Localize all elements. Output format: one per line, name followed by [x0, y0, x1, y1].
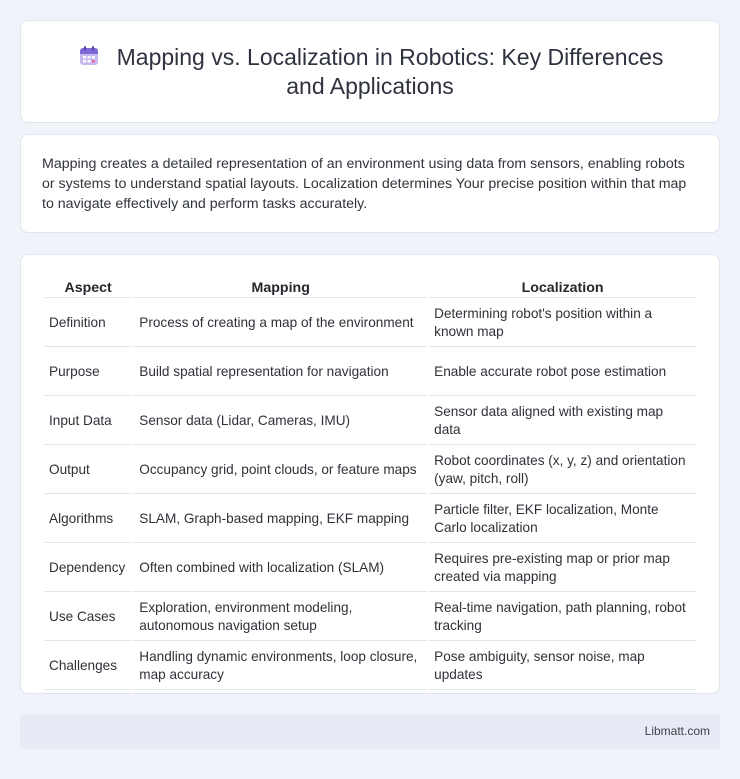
page-title: Mapping vs. Localization in Robotics: Key Differences and Applications [116, 44, 664, 99]
cell-localization: Real-time navigation, path planning, robot tracking [429, 592, 696, 641]
cell-localization: Sensor data aligned with existing map data [429, 396, 696, 445]
cell-mapping: Process of creating a map of the environment [134, 298, 427, 347]
table-row [44, 592, 696, 641]
cell-localization: Robot coordinates (x, y, z) and orientation (yaw, pitch, roll) [429, 445, 696, 494]
table-row [44, 298, 696, 347]
header-localization: Localization [429, 275, 696, 298]
cell-aspect: Algorithms [44, 494, 132, 543]
table-row [44, 494, 696, 543]
table-row [44, 347, 696, 396]
cell-mapping: SLAM, Graph-based mapping, EKF mapping [134, 494, 427, 543]
comparison-table [42, 275, 698, 690]
calendar-icon [77, 44, 101, 68]
cell-aspect: Challenges [44, 641, 132, 690]
footer [20, 714, 720, 749]
cell-mapping: Build spatial representation for navigation [134, 347, 427, 396]
table-row [44, 445, 696, 494]
footer-brand: Libmatt.com [644, 724, 710, 738]
cell-aspect: Output [44, 445, 132, 494]
intro-paragraph: Mapping creates a detailed representation of an environment using data from sensors, enabling robots or systems to understand spatial layouts. Localization determines Your precise position within that map to navigate effectively and perform tasks accurately. [42, 156, 687, 212]
comparison-card [20, 254, 720, 694]
cell-aspect: Use Cases [44, 592, 132, 641]
cell-mapping: Exploration, environment modeling, autonomous navigation setup [134, 592, 427, 641]
header-mapping: Mapping [134, 275, 427, 298]
cell-localization: Determining robot's position within a known map [429, 298, 696, 347]
cell-aspect: Definition [44, 298, 132, 347]
title-card [20, 20, 720, 123]
table-row [44, 396, 696, 445]
cell-aspect: Input Data [44, 396, 132, 445]
cell-localization: Enable accurate robot pose estimation [429, 347, 696, 396]
table-header-row [44, 275, 696, 298]
cell-mapping: Handling dynamic environments, loop closure, map accuracy [134, 641, 427, 690]
cell-mapping: Sensor data (Lidar, Cameras, IMU) [134, 396, 427, 445]
cell-localization: Pose ambiguity, sensor noise, map updates [429, 641, 696, 690]
cell-localization: Requires pre-existing map or prior map created via mapping [429, 543, 696, 592]
table-row [44, 543, 696, 592]
page-title-wrap [21, 43, 719, 101]
cell-localization: Particle filter, EKF localization, Monte Carlo localization [429, 494, 696, 543]
cell-aspect: Dependency [44, 543, 132, 592]
cell-mapping: Occupancy grid, point clouds, or feature maps [134, 445, 427, 494]
header-aspect: Aspect [44, 275, 132, 298]
intro-card [20, 134, 720, 233]
table-row [44, 641, 696, 690]
cell-mapping: Often combined with localization (SLAM) [134, 543, 427, 592]
cell-aspect: Purpose [44, 347, 132, 396]
